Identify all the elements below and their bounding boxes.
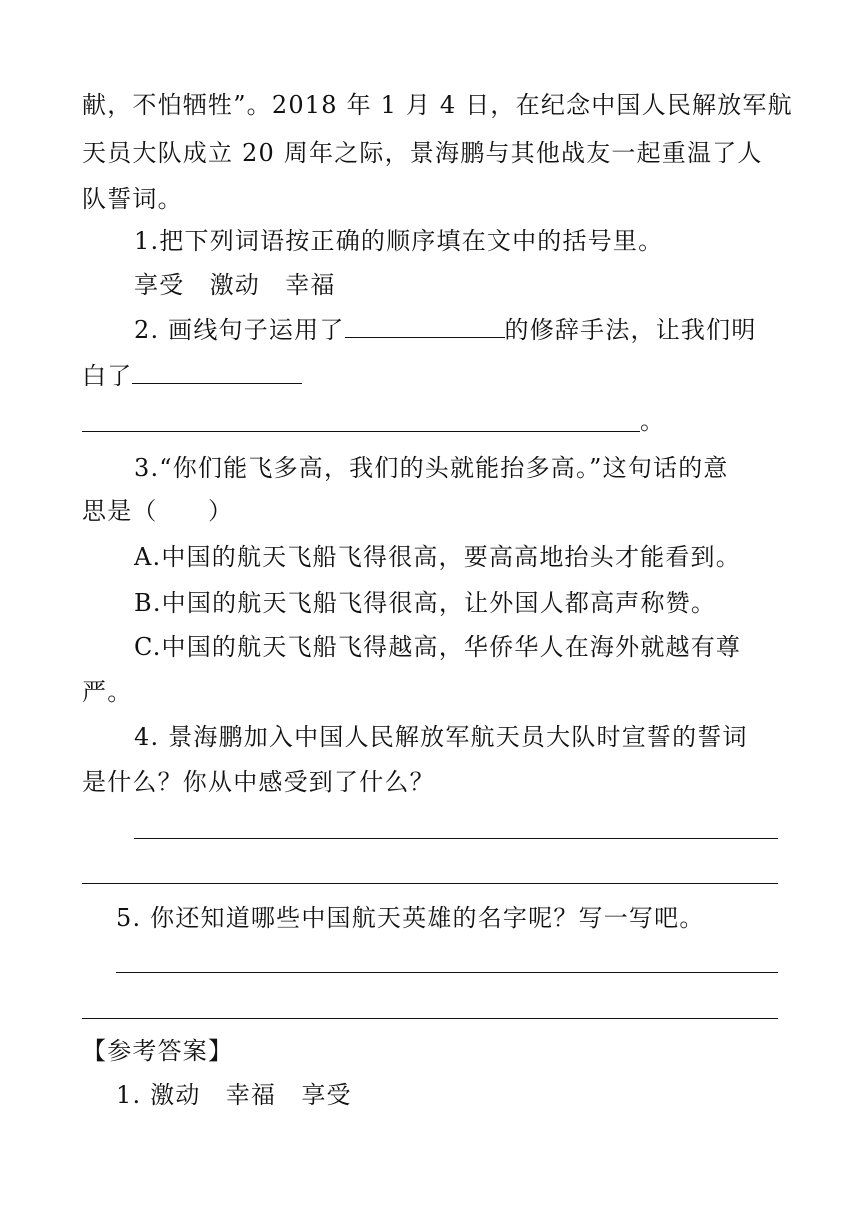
passage-line-2: 天员大队成立 20 周年之际，景海鹏与其他战友一起重温了人 (82, 139, 763, 167)
question-2-part-3: 白了 (82, 362, 133, 390)
question-1-word-bank: 享受 激动 幸福 (134, 271, 336, 299)
passage-line-1: 献，不怕牺牲”。2018 年 1 月 4 日，在纪念中国人民解放军航 (82, 91, 793, 119)
question-3-option-c-line-1: C.中国的航天飞船飞得越高，华侨华人在海外就越有尊 (134, 633, 742, 661)
answer-1: 1. 激动 幸福 享受 (116, 1081, 352, 1109)
question-1-prompt: 1.把下列词语按正确的顺序填在文中的括号里。 (134, 227, 664, 255)
question-2-blank-meaning-a[interactable] (132, 361, 302, 384)
question-2-line-1 (134, 313, 757, 347)
question-2-part-1: 2. 画线句子运用了 (134, 316, 345, 344)
question-3-option-b: B.中国的航天飞船飞得很高，让外国人都高声称赞。 (134, 589, 717, 617)
question-2-end-mark: 。 (640, 407, 666, 435)
question-2-blank-meaning-b[interactable] (82, 431, 640, 432)
question-5-answer-line-2[interactable] (82, 1018, 778, 1019)
question-4-answer-line-2[interactable] (82, 883, 778, 884)
question-4-prompt-line-1: 4. 景海鹏加入中国人民解放军航天员大队时宣誓的誓词 (134, 723, 748, 751)
question-2-line-2 (82, 359, 302, 393)
question-4-prompt-line-2: 是什么？你从中感受到了什么？ (82, 768, 435, 796)
question-4-answer-line-1[interactable] (134, 838, 778, 839)
question-3-prompt-line-1: 3.“你们能飞多高，我们的头就能抬多高。”这句话的意 (134, 454, 729, 482)
question-2-part-2: 的修辞手法，让我们明 (504, 316, 757, 344)
question-2-blank-rhetoric[interactable] (345, 315, 505, 338)
question-5-answer-line-1[interactable] (116, 972, 778, 973)
answer-key-heading: 【参考答案】 (82, 1037, 234, 1065)
passage-line-3: 队誓词。 (82, 185, 183, 213)
question-3-option-a: A.中国的航天飞船飞得很高，要高高地抬头才能看到。 (134, 543, 741, 571)
question-3-prompt-line-2: 思是（ ） (82, 497, 234, 525)
question-3-option-c-line-2: 严。 (82, 678, 133, 706)
question-5-prompt: 5. 你还知道哪些中国航天英雄的名字呢？写一写吧。 (116, 904, 705, 932)
